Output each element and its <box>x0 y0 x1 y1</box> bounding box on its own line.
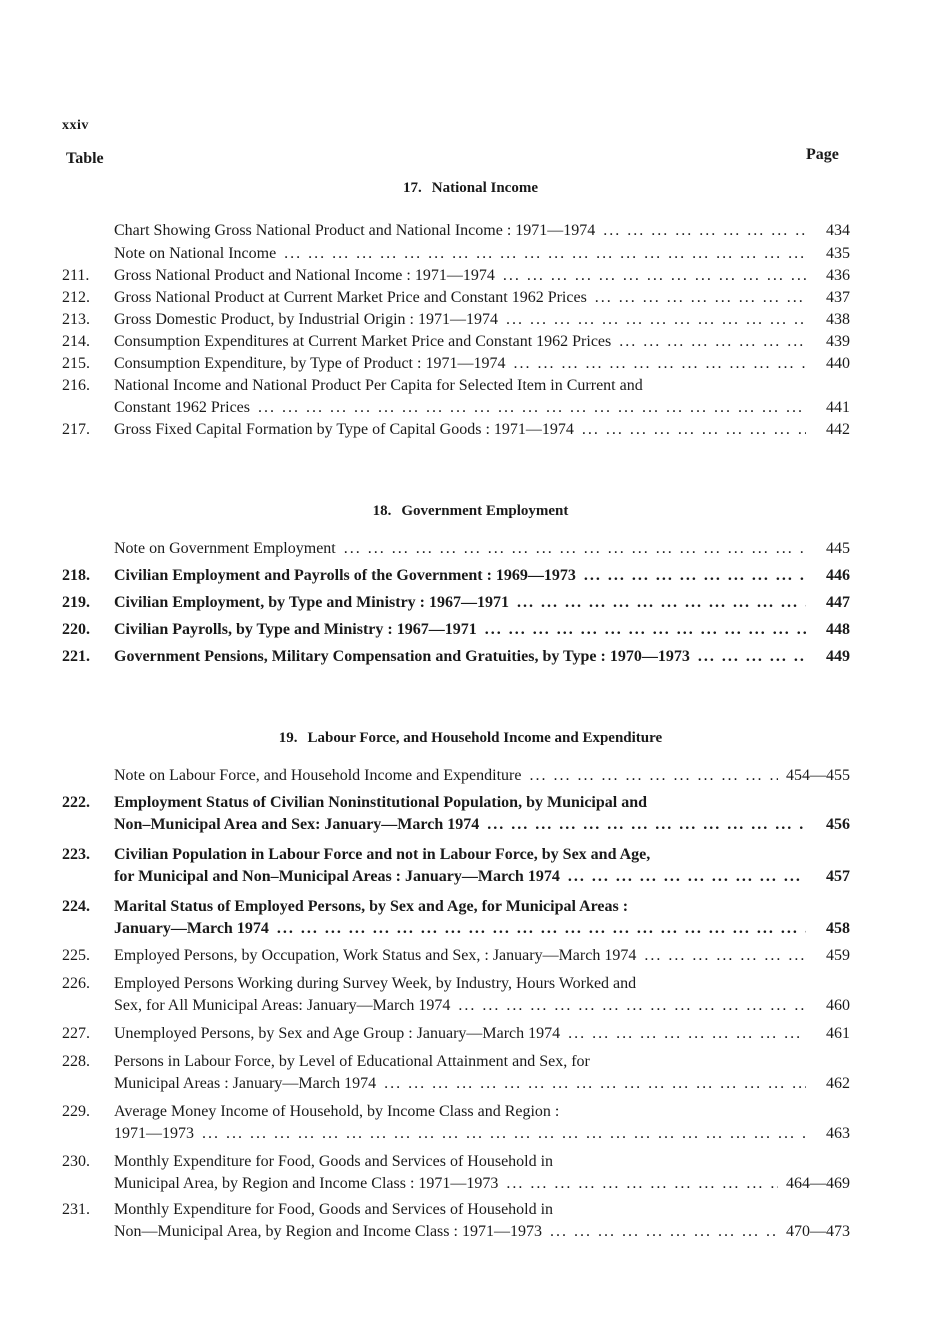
table-number: 229. <box>62 1103 90 1120</box>
section-title-text: Government Employment <box>401 503 569 519</box>
dot-leader <box>284 243 806 265</box>
entry-title-line: Employment Status of Civilian Noninstitutional Population, by Municipal and <box>114 794 647 811</box>
page-number: 438 <box>826 311 850 328</box>
entry-title: Employed Persons, by Occupation, Work Status and Sex, : January—March 1974 <box>114 947 637 964</box>
toc-entry <box>62 538 850 560</box>
entry-title-line: Marital Status of Employed Persons, by Sex and Age, for Municipal Areas : <box>114 898 629 915</box>
section-title-text: National Income <box>431 180 538 196</box>
toc-entry <box>62 619 850 641</box>
entry-title: Gross Domestic Product, by Industrial Origin : 1971—1974 <box>114 311 498 328</box>
entry-title-last-line <box>114 918 850 940</box>
entry-title: Sex, for All Municipal Areas: January—March 1974 <box>114 997 451 1014</box>
dot-leader <box>595 287 806 309</box>
page-number: 470—473 <box>786 1223 850 1240</box>
column-header-table: Table <box>66 150 104 167</box>
entry-title-last-line <box>114 619 850 641</box>
table-number: 231. <box>62 1201 90 1218</box>
entry-title-last-line <box>114 565 850 587</box>
dot-leader <box>513 353 806 375</box>
page-number: 442 <box>826 421 850 438</box>
entry-title: Civilian Employment and Payrolls of the Government : 1969—1973 <box>114 567 576 584</box>
page-number: 462 <box>826 1075 850 1092</box>
page-number: 463 <box>826 1125 850 1142</box>
entry-title-last-line <box>114 765 850 787</box>
table-number: 215. <box>62 355 90 372</box>
entry-title: Consumption Expenditures at Current Market Price and Constant 1962 Prices <box>114 333 612 350</box>
table-number: 211. <box>62 267 90 284</box>
table-number: 228. <box>62 1053 90 1070</box>
section-title <box>0 180 941 197</box>
entry-title-last-line <box>114 1073 850 1095</box>
toc-entry <box>62 265 850 287</box>
toc-entry <box>62 592 850 614</box>
dot-leader <box>529 765 778 787</box>
entry-title: 1971—1973 <box>114 1125 194 1142</box>
entry-title-line: Employed Persons Working during Survey Week, by Industry, Hours Worked and <box>114 975 637 992</box>
page-number: 454—455 <box>786 767 850 784</box>
entry-title-line: Persons in Labour Force, by Level of Educational Attainment and Sex, for <box>114 1053 590 1070</box>
entry-title: January—March 1974 <box>114 920 269 937</box>
page-number: 456 <box>826 816 850 833</box>
table-number: 219. <box>62 594 90 611</box>
page-number: 448 <box>826 621 850 638</box>
page-number: xxiv <box>62 118 89 133</box>
table-number: 214. <box>62 333 90 350</box>
entry-title-line: Average Money Income of Household, by Income Class and Region : <box>114 1103 560 1120</box>
entry-title: Civilian Employment, by Type and Ministry : 1967—1971 <box>114 594 509 611</box>
toc-entry <box>62 896 850 940</box>
entry-title: Municipal Area, by Region and Income Class : 1971—1973 <box>114 1175 499 1192</box>
toc-entry <box>62 765 850 787</box>
entry-title: Gross Fixed Capital Formation by Type of Capital Goods : 1971—1974 <box>114 421 574 438</box>
entry-title-line: National Income and National Product Per Capita for Selected Item in Current and <box>114 377 643 394</box>
table-number: 218. <box>62 567 90 584</box>
entry-title-last-line <box>114 866 850 888</box>
page-number: 435 <box>826 245 850 262</box>
entry-title-last-line <box>114 287 850 309</box>
table-number: 216. <box>62 377 90 394</box>
toc-entry <box>62 243 850 265</box>
toc-entry <box>62 309 850 331</box>
entry-title: Note on National Income <box>114 245 277 262</box>
page-number: 464—469 <box>786 1175 850 1192</box>
page-number: 440 <box>826 355 850 372</box>
entry-title: Consumption Expenditure, by Type of Product : 1971—1974 <box>114 355 506 372</box>
column-header-page: Page <box>806 146 839 163</box>
page-number: 459 <box>826 947 850 964</box>
dot-leader <box>603 220 806 242</box>
page-number: 460 <box>826 997 850 1014</box>
dot-leader <box>517 592 806 614</box>
page-number: 446 <box>826 567 850 584</box>
entry-title-last-line <box>114 309 850 331</box>
page-number: 445 <box>826 540 850 557</box>
entry-title: Gross National Product and National Income : 1971—1974 <box>114 267 495 284</box>
entry-title-last-line <box>114 243 850 265</box>
entry-title: Unemployed Persons, by Sex and Age Group : January—March 1974 <box>114 1025 561 1042</box>
entry-title: Constant 1962 Prices <box>114 399 250 416</box>
toc-entry <box>62 945 850 967</box>
toc-entry <box>62 331 850 353</box>
entry-title-last-line <box>114 1023 850 1045</box>
page-number: 461 <box>826 1025 850 1042</box>
entry-title: Note on Government Employment <box>114 540 336 557</box>
entry-title-last-line <box>114 1173 850 1195</box>
dot-leader <box>202 1123 806 1145</box>
table-number: 222. <box>62 794 90 811</box>
dot-leader <box>568 866 806 888</box>
toc-entry <box>62 375 850 419</box>
page-number: 439 <box>826 333 850 350</box>
entry-title-last-line <box>114 353 850 375</box>
entry-title: Civilian Payrolls, by Type and Ministry : 1967—1971 <box>114 621 477 638</box>
table-number: 230. <box>62 1153 90 1170</box>
entry-title: Government Pensions, Military Compensation and Gratuities, by Type : 1970—1973 <box>114 648 690 665</box>
dot-leader <box>258 397 806 419</box>
entry-title: for Municipal and Non–Municipal Areas : January—March 1974 <box>114 868 560 885</box>
toc-entry <box>62 287 850 309</box>
table-number: 227. <box>62 1025 90 1042</box>
entry-title-last-line <box>114 1123 850 1145</box>
toc-entry <box>62 646 850 668</box>
dot-leader <box>506 309 806 331</box>
table-number: 213. <box>62 311 90 328</box>
table-number: 221. <box>62 648 90 665</box>
dot-leader <box>584 565 806 587</box>
entry-title: Non—Municipal Area, by Region and Income Class : 1971—1973 <box>114 1223 542 1240</box>
page-number: 449 <box>826 648 850 665</box>
entry-title-line: Civilian Population in Labour Force and not in Labour Force, by Sex and Age, <box>114 846 651 863</box>
dot-leader <box>550 1221 778 1243</box>
entry-title-last-line <box>114 1221 850 1243</box>
entry-title-last-line <box>114 538 850 560</box>
dot-leader <box>344 538 806 560</box>
toc-entry <box>62 844 850 888</box>
section-number: 19. <box>278 730 298 746</box>
page-number: 458 <box>826 920 850 937</box>
dot-leader <box>644 945 806 967</box>
dot-leader <box>277 918 806 940</box>
entry-title-line: Monthly Expenditure for Food, Goods and Services of Household in <box>114 1153 554 1170</box>
toc-entry <box>62 1051 850 1095</box>
dot-leader <box>503 265 806 287</box>
entry-title-last-line <box>114 592 850 614</box>
entry-title-last-line <box>114 814 850 836</box>
page-number: 441 <box>826 399 850 416</box>
dot-leader <box>487 814 806 836</box>
toc-entry <box>62 1151 850 1195</box>
dot-leader <box>458 995 806 1017</box>
entry-title-last-line <box>114 419 850 441</box>
table-number: 224. <box>62 898 90 915</box>
toc-entry <box>62 220 850 242</box>
toc-entry <box>62 353 850 375</box>
dot-leader <box>619 331 806 353</box>
toc-entry <box>62 1101 850 1145</box>
entry-title-line: Monthly Expenditure for Food, Goods and Services of Household in <box>114 1201 554 1218</box>
entry-title-last-line <box>114 646 850 668</box>
section-title <box>0 730 941 747</box>
section-number: 18. <box>372 503 392 519</box>
page-number: 457 <box>826 868 850 885</box>
toc-entry <box>62 565 850 587</box>
toc-entry <box>62 1023 850 1045</box>
dot-leader <box>384 1073 806 1095</box>
toc-entry <box>62 419 850 441</box>
section-title <box>0 503 941 520</box>
table-number: 223. <box>62 846 90 863</box>
page-number: 437 <box>826 289 850 306</box>
toc-entry <box>62 1199 850 1243</box>
toc-entry <box>62 973 850 1017</box>
table-number: 217. <box>62 421 90 438</box>
entry-title: Note on Labour Force, and Household Income and Expenditure <box>114 767 522 784</box>
entry-title-last-line <box>114 397 850 419</box>
entry-title: Municipal Areas : January—March 1974 <box>114 1075 377 1092</box>
entry-title: Chart Showing Gross National Product and National Income : 1971—1974 <box>114 222 596 239</box>
table-number: 212. <box>62 289 90 306</box>
entry-title-last-line <box>114 331 850 353</box>
page-number: 447 <box>826 594 850 611</box>
dot-leader <box>485 619 806 641</box>
entry-title-last-line <box>114 265 850 287</box>
entry-title: Non–Municipal Area and Sex: January—March 1974 <box>114 816 480 833</box>
dot-leader <box>698 646 806 668</box>
entry-title-last-line <box>114 995 850 1017</box>
dot-leader <box>506 1173 778 1195</box>
page-number: 434 <box>826 222 850 239</box>
section-title-text: Labour Force, and Household Income and Expenditure <box>307 730 663 746</box>
dot-leader <box>582 419 806 441</box>
entry-title-last-line <box>114 220 850 242</box>
dot-leader <box>568 1023 806 1045</box>
page-number: 436 <box>826 267 850 284</box>
table-number: 220. <box>62 621 90 638</box>
table-number: 225. <box>62 947 90 964</box>
section-number: 17. <box>403 180 422 196</box>
table-number: 226. <box>62 975 90 992</box>
toc-entry <box>62 792 850 836</box>
entry-title: Gross National Product at Current Market Price and Constant 1962 Prices <box>114 289 587 306</box>
entry-title-last-line <box>114 945 850 967</box>
